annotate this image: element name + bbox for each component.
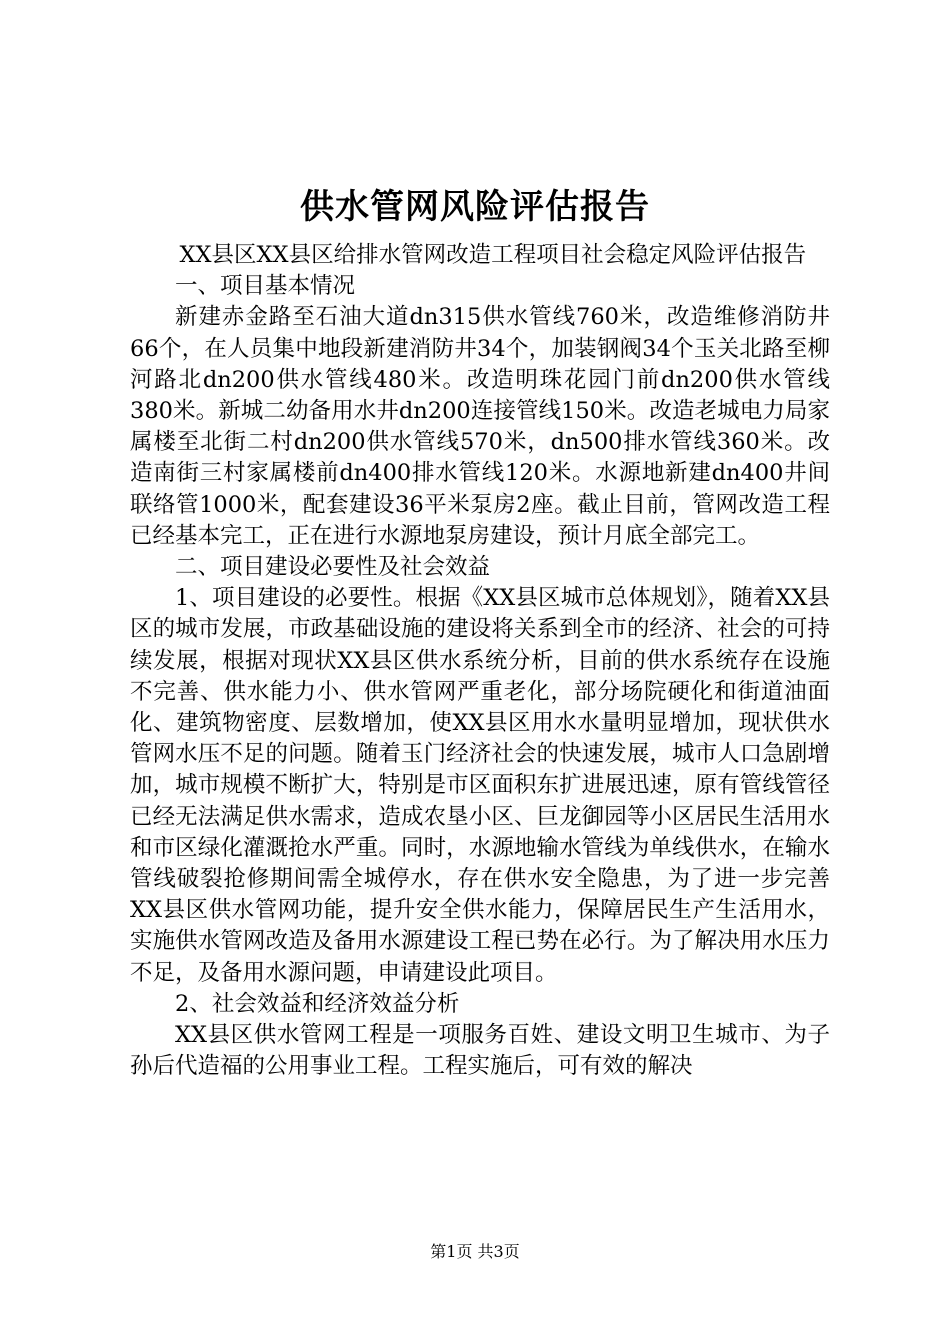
document-body (130, 240, 830, 1082)
heading-benefit-analysis: 2、社会效益和经济效益分析 (175, 990, 460, 1017)
page-number-footer: 第1页 共3页 (430, 1242, 520, 1261)
paragraph-necessity: 1、项目建设的必要性。根据《XX县区城市总体规划》，随着XX县区的城市发展，市政基础设施的建设将关系到全市的经济、社会的可持续发展，根据对现状XX县区供水系统分析，目前的供水系统存在设施不完善、供水能力小、供水管网严重老化，部分场院硬化和街道油面化、建筑物密度、层数增加，使XX县区用水水量明显增加，现状供水管网水压不足的问题。随着玉门经济社会的快速发展，城市人口急剧增加，城市规模不断扩大，特别是市区面积东扩进展迅速，原有管线管径已经无法满足供水需求，造成农垦小区、巨龙御园等小区居民生活用水和市区绿化灌溉抢水严重。同时，水源地输水管线为单线供水，在输水管线破裂抢修期间需全城停水，存在供水安全隐患，为了进一步完善XX县区供水管网功能，提升安全供水能力，保障居民生产生活用水，实施供水管网改造及备用水源建设工程已势在必行。为了解决用水压力不足，及备用水源问题，申请建设此项目。 (130, 585, 830, 986)
document-title: 供水管网风险评估报告 (300, 187, 650, 227)
paragraph-project-basics: 新建赤金路至石油大道dn315供水管线760米，改造维修消防井66个，在人员集中地段新建消防井34个，加装钢阀34个玉关北路至柳河路北dn200供水管线480米。改造明珠花园门前dn200供水管线380米。新城二幼备用水井dn200连接管线150米。改造老城电力局家属楼至北街二村dn200供水管线570米，dn500排水管线360米。改造南街三村家属楼前dn400排水管线120米。水源地新建dn400井间联络管1000米，配套建设36平米泵房2座。截止目前，管网改造工程已经基本完工，正在进行水源地泵房建设，预计月底全部完工。 (130, 304, 830, 549)
heading-project-basics: 一、项目基本情况 (175, 273, 356, 300)
paragraph-benefit-analysis: XX县区供水管网工程是一项服务百姓、建设文明卫生城市、为子孙后代造福的公用事业工程。工程实施后，可有效的解决 (130, 1022, 830, 1080)
heading-necessity-benefits: 二、项目建设必要性及社会效益 (175, 554, 491, 581)
paragraph-intro: XX县区XX县区给排水管网改造工程项目社会稳定风险评估报告 (179, 242, 807, 268)
